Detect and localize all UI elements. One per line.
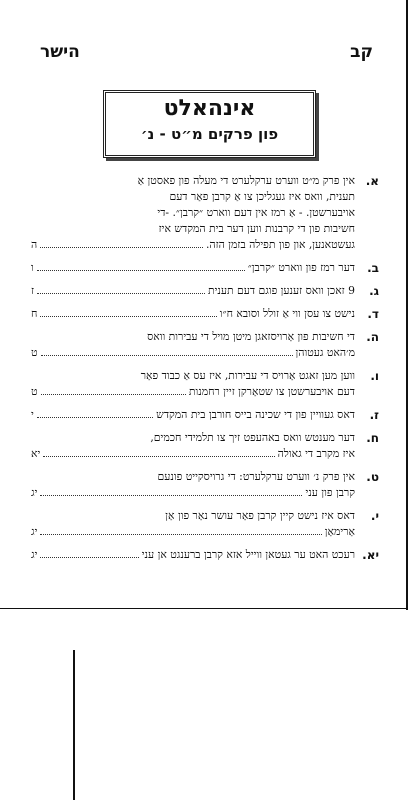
entry-text: תענית, וואס איז געגליכן צו אַ קרבן פאַר דעם: [169, 190, 355, 203]
entry-page-number: ו: [31, 261, 34, 274]
entry-text: אויבערשטן. - אַ רמז אין דעם ווארט ״קרבן״. -די: [157, 206, 355, 219]
page-edge-bottom: [0, 608, 408, 609]
entry-text: מ׳האט געטוהן: [295, 346, 355, 359]
entry-text: די חשיבות פון אַרויסזאגן מיטן מויל די עבירות וואס: [147, 330, 355, 343]
entry-text: דער רמז פון ווארט ״קרבן״: [247, 261, 355, 274]
toc-entry: [31, 430, 379, 462]
entry-text: אַרימאַן: [324, 525, 355, 538]
entry-letter: י.: [370, 509, 379, 523]
entry-text: 9 זאכן וואס זענען פוגם דעם תענית: [207, 284, 355, 297]
entry-page-number: י: [31, 408, 34, 421]
page-header: [40, 40, 373, 64]
entry-page-number: ט: [31, 346, 38, 359]
dot-leader: [40, 494, 302, 496]
next-page-edge: [73, 650, 75, 800]
entry-letter: ט.: [366, 470, 379, 484]
entry-text: דער מענטש וואס באהעפט זיך צו תלמידי חכמים,: [150, 431, 355, 444]
entry-page-number: יג: [31, 548, 38, 561]
dot-leader: [41, 393, 186, 395]
entry-text: דאס געוויין פון די שכינה בייס חורבן בית המקדש: [156, 408, 355, 421]
toc-entry: [31, 469, 379, 501]
entry-page-number: יג: [31, 486, 38, 499]
entry-text: ווען מען זאגט אַרויס די עבירות, איז עס אַ כבוד פאַר: [140, 369, 355, 382]
entry-letter: ד.: [367, 307, 379, 321]
dot-leader: [40, 533, 321, 535]
toc-entry: [31, 547, 379, 563]
entry-text: דעם אויבערשטן צו שטאַרקן זיין רחמנות: [188, 385, 355, 398]
entry-letter: ח.: [366, 431, 379, 445]
entry-letter: ג.: [369, 284, 379, 298]
dot-leader: [37, 416, 153, 418]
entry-letter: יא.: [362, 548, 379, 562]
entry-text: חשיבות פון די קרבנות ווען דער בית המקדש איז: [158, 222, 355, 235]
entry-page-number: יא: [31, 447, 41, 460]
entry-text: אין פרק מ״ט ווערט ערקלערט די מעלה פון פאסטן אַ: [137, 174, 355, 187]
entry-text: רעכט האט ער געטאן ווייל אזא קרבן ברענגט אן עני: [141, 548, 355, 561]
entry-letter: ה.: [366, 330, 379, 344]
toc-entry: [31, 173, 379, 253]
toc-entry: [31, 368, 379, 400]
entry-page-number: ז: [31, 284, 35, 297]
toc-entry: [31, 260, 379, 276]
dot-leader: [40, 315, 216, 317]
dot-leader: [37, 292, 205, 294]
entry-letter: א.: [365, 174, 379, 188]
toc-title: אינהאלט: [163, 96, 256, 121]
running-title: הישר: [40, 42, 80, 62]
entry-letter: ב.: [367, 261, 379, 275]
entry-letter: ז.: [369, 408, 379, 422]
dot-leader: [40, 246, 203, 248]
entry-text: נישט צו עסן ווי אַ זולל וסובא ח״ו: [219, 307, 355, 320]
toc-entry: [31, 508, 379, 540]
dot-leader: [43, 455, 274, 457]
entry-text: איז מקרב די גאולה: [277, 447, 355, 460]
entry-text: געשטאנען, און פון תפילה בזמן הזה.: [205, 238, 355, 251]
entry-page-number: יג: [31, 525, 38, 538]
table-of-contents: [31, 173, 379, 570]
toc-entry: [31, 407, 379, 423]
toc-entry: [31, 283, 379, 299]
dot-leader: [41, 354, 293, 356]
toc-subtitle: פון פרקים מ״ט - נ׳: [140, 125, 279, 143]
entry-page-number: ח: [31, 307, 38, 320]
toc-entry: [31, 306, 379, 322]
page-number: קב: [350, 42, 373, 62]
dot-leader: [40, 556, 138, 558]
dot-leader: [37, 269, 245, 271]
entry-text: דאס איז נישט קיין קרבן פאַר עושר נאַר פון אַן: [165, 509, 355, 522]
entry-page-number: ט: [31, 385, 38, 398]
title-box: [103, 90, 316, 158]
entry-text: קרבן פון עני: [305, 486, 355, 499]
entry-letter: ו.: [370, 369, 379, 383]
entry-page-number: ה: [31, 238, 38, 251]
entry-text: אין פרק נ׳ ווערט ערקלערט: די גרויסקייט פונעם: [157, 470, 355, 483]
toc-entry: [31, 329, 379, 361]
page-edge-right: [406, 0, 408, 610]
